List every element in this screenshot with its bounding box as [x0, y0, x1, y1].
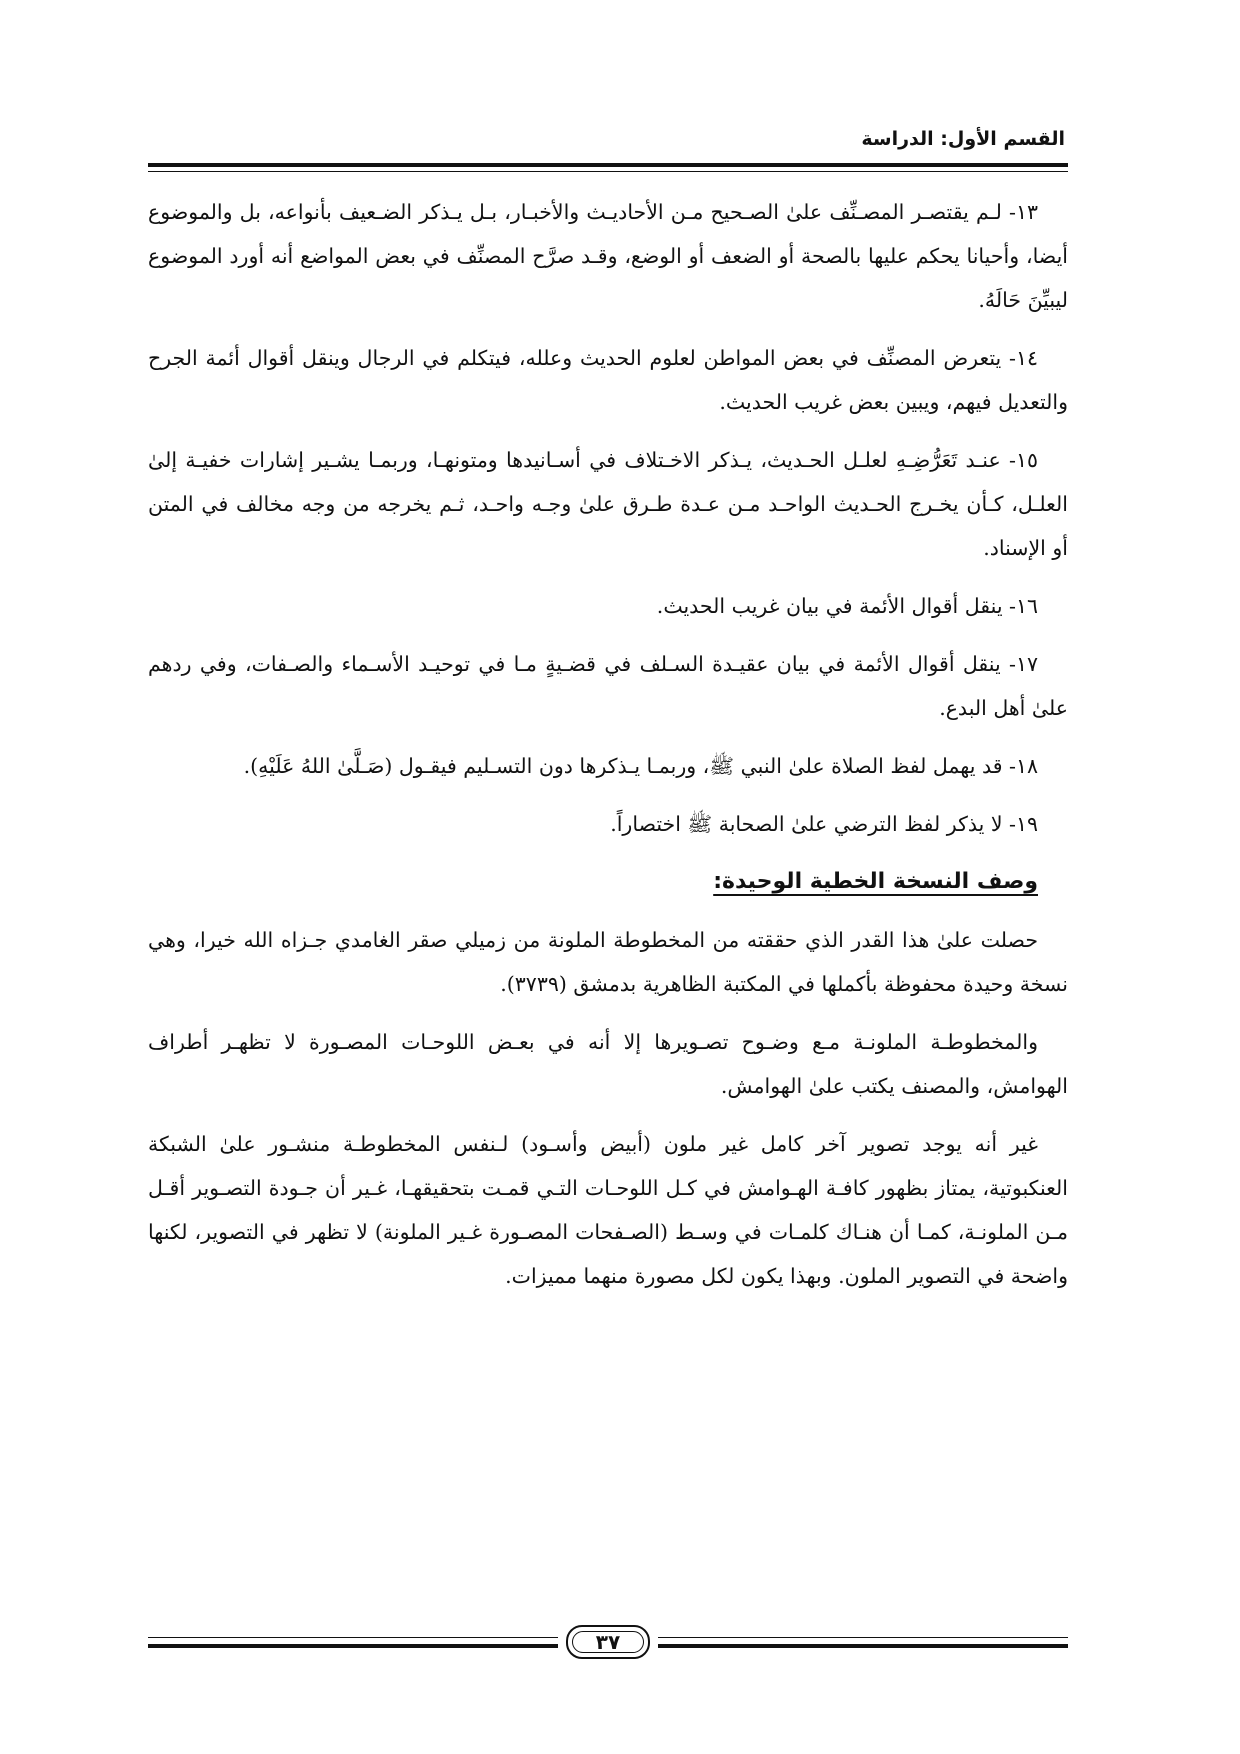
page-body [148, 190, 1068, 1312]
section-heading [148, 860, 1068, 904]
header-double-rule [148, 163, 1068, 172]
page-footer [148, 1625, 1068, 1665]
paragraph-item-19: ١٩- لا يذكر لفظ الترضي علىٰ الصحابة ﷺ اختصاراً. [610, 812, 1038, 836]
paragraph-item-16: ١٦- ينقل أقوال الأئمة في بيان غريب الحديث. [656, 594, 1038, 618]
footer-rule-left [148, 1637, 558, 1648]
section-paragraph-3: غير أنه يوجد تصوير آخر كامل غير ملون (أبيض وأسـود) لـنفس المخطوطـة منشـور علىٰ الشبكة العنكبوتية، يمتاز بظهور كافـة الهـوامش في كـل اللوحـات التـي قمـت بتحقيقهـا، غـير أن جـودة التصـوير أقـل مـن الملونـة، كمـا أن هنـاك كلمـات في وسـط (الصـفحات المصـورة غـير الملونة) لا تظهر في التصوير، لكنها واضحة في التصوير الملون. وبهذا يكون لكل مصورة منهما مميزات. [148, 1132, 1068, 1288]
section-heading-text: وصف النسخة الخطية الوحيدة: [713, 869, 1038, 894]
page-number: ٣٧ [566, 1625, 650, 1659]
paragraph-item-17: ١٧- ينقل أقوال الأئمة في بيان عقيـدة السـلف في قضـيةٍ مـا في توحيـد الأسـماء والصـفات، وفي ردهم علىٰ أهل البدع. [148, 652, 1068, 720]
paragraph-item-13: ١٣- لـم يقتصـر المصـنِّف علىٰ الصـحيح مـن الأحاديـث والأخبـار، بـل يـذكر الضـعيف بأنواعه، بل والموضوع أيضا، وأحيانا يحكم عليها بالصحة أو الضعف أو الوضع، وقـد صرَّح المصنِّف في بعض المواضع أنه أورد الموضوع ليبيِّنَ حَالَهُ. [148, 200, 1068, 312]
footer-rule-right [658, 1637, 1068, 1648]
paragraph-item-15: ١٥- عنـد تَعَرُّضِـهِ لعلـل الحـديث، يـذكر الاخـتلاف في أسـانيدها ومتونهـا، وربمـا يشـير إشارات خفيـة إلىٰ العلـل، كـأن يخـرج الحـديث الواحـد مـن عـدة طـرق علىٰ وجـه واحـد، ثـم يخرجه من وجه مخالف في المتن أو الإسناد. [148, 448, 1068, 560]
section-paragraph-2: والمخطوطـة الملونـة مـع وضـوح تصـويرها إلا أنه في بعـض اللوحـات المصـورة لا تظهـر أطراف الهوامش، والمصنف يكتب علىٰ الهوامش. [148, 1030, 1068, 1098]
paragraph-item-14: ١٤- يتعرض المصنِّف في بعض المواطن لعلوم الحديث وعلله، فيتكلم في الرجال وينقل أقوال أئمة الجرح والتعديل فيهم، ويبين بعض غريب الحديث. [148, 346, 1068, 414]
section-paragraph-1: حصلت علىٰ هذا القدر الذي حققته من المخطوطة الملونة من زميلي صقر الغامدي جـزاه الله خيرا، وهي نسخة وحيدة محفوظة بأكملها في المكتبة الظاهرية بدمشق (٣٧٣٩). [148, 928, 1068, 996]
paragraph-item-18: ١٨- قد يهمل لفظ الصلاة علىٰ النبي ﷺ، وربمـا يـذكرها دون التسـليم فيقـول (صَـلَّىٰ اللهُ عَلَيْهِ). [243, 754, 1038, 778]
running-title: القسم الأول: الدراسة [861, 128, 1065, 150]
